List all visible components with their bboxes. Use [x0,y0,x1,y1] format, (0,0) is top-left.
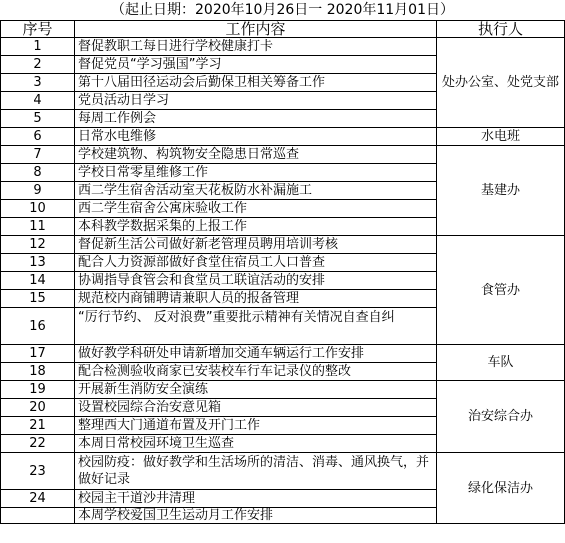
column-header-executor: 执行人 [437,21,565,38]
task-cell[interactable]: 学校日常零星维修工作 [75,164,437,182]
row-number: 18 [1,363,75,381]
row-number: 7 [1,146,75,164]
row-number: 8 [1,164,75,182]
executor-cell-construction[interactable]: 基建办 [437,146,565,236]
row-number: 15 [1,290,75,308]
task-cell[interactable]: 日常水电维修 [75,128,437,146]
task-cell[interactable]: 督促党员“学习强国”学习 [75,56,437,74]
header-row [1,21,565,38]
task-cell[interactable]: 党员活动日学习 [75,92,437,110]
row-number: 1 [1,38,75,56]
task-cell[interactable]: 规范校内商铺聘请兼职人员的报备管理 [75,290,437,308]
task-cell[interactable]: 整理西大门通道布置及开门工作 [75,417,437,435]
task-cell[interactable]: 配合检测验收商家已安装校车行车记录仪的整改 [75,363,437,381]
row-number: 17 [1,345,75,363]
row-number: 11 [1,218,75,236]
row-number: 24 [1,490,75,508]
task-cell[interactable]: 协调指导食管会和食堂员工联谊活动的安排 [75,272,437,290]
task-cell[interactable]: 西二学生宿舍公寓床验收工作 [75,200,437,218]
task-cell[interactable]: 督促新生活公司做好新老管理员聘用培训考核 [75,236,437,254]
executor-cell-canteen[interactable]: 食管办 [437,236,565,345]
row-number: 13 [1,254,75,272]
task-cell[interactable]: 学校建筑物、构筑物安全隐患日常巡查 [75,146,437,164]
task-cell[interactable]: 校园防疫：做好教学和生活场所的清洁、消毒、通风换气，并做好记录 [75,453,437,490]
row-number: 22 [1,435,75,453]
table-row[interactable] [1,381,565,399]
task-cell[interactable]: 西二学生宿舍活动室天花板防水补漏施工 [75,182,437,200]
row-number: 20 [1,399,75,417]
row-number: 14 [1,272,75,290]
table-row[interactable] [1,453,565,490]
row-number: 21 [1,417,75,435]
table-row[interactable] [1,345,565,363]
task-cell[interactable]: 每周工作例会 [75,110,437,128]
row-number: 23 [1,453,75,490]
work-schedule-table [0,20,565,524]
column-header-no: 序号 [1,21,75,38]
task-cell[interactable]: 第十八届田径运动会后勤保卫相关筹备工作 [75,74,437,92]
row-number: 10 [1,200,75,218]
task-cell[interactable]: 督促教职工每日进行学校健康打卡 [75,38,437,56]
task-cell[interactable]: 校园主干道沙井清理 [75,490,437,508]
column-header-task: 工作内容 [75,21,437,38]
task-cell[interactable]: 配合人力资源部做好食堂住宿员工人口普查 [75,254,437,272]
executor-cell-fleet[interactable]: 车队 [437,345,565,381]
task-cell[interactable]: “厉行节约、 反对浪费”重要批示精神有关情况自查自纠 [75,308,437,345]
task-cell-partial[interactable]: 本周学校爱国卫生运动月工作安排 [75,508,437,524]
table-row[interactable] [1,38,565,56]
task-cell[interactable]: 设置校园综合治安意见箱 [75,399,437,417]
task-cell[interactable]: 本周日常校园环境卫生巡查 [75,435,437,453]
task-cell[interactable]: 本科教学数据采集的上报工作 [75,218,437,236]
row-number: 6 [1,128,75,146]
row-number: 19 [1,381,75,399]
table-row[interactable] [1,146,565,164]
executor-cell-utilities[interactable]: 水电班 [437,128,565,146]
row-number [1,508,75,524]
row-number: 16 [1,308,75,345]
task-cell[interactable]: 做好教学科研处申请新增加交通车辆运行工作安排 [75,345,437,363]
table-row[interactable] [1,236,565,254]
row-number: 4 [1,92,75,110]
date-range-title: （起止日期：2020年10月26日一 2020年11月01日） [111,2,454,18]
row-number: 2 [1,56,75,74]
task-cell[interactable]: 开展新生消防安全演练 [75,381,437,399]
row-number: 3 [1,74,75,92]
row-number: 5 [1,110,75,128]
executor-cell-office[interactable]: 处办公室、处党支部 [437,38,565,128]
executor-cell-greening[interactable]: 绿化保洁办 [437,453,565,524]
executor-cell-security[interactable]: 治安综合办 [437,381,565,453]
row-number: 12 [1,236,75,254]
table-row[interactable] [1,128,565,146]
row-number: 9 [1,182,75,200]
